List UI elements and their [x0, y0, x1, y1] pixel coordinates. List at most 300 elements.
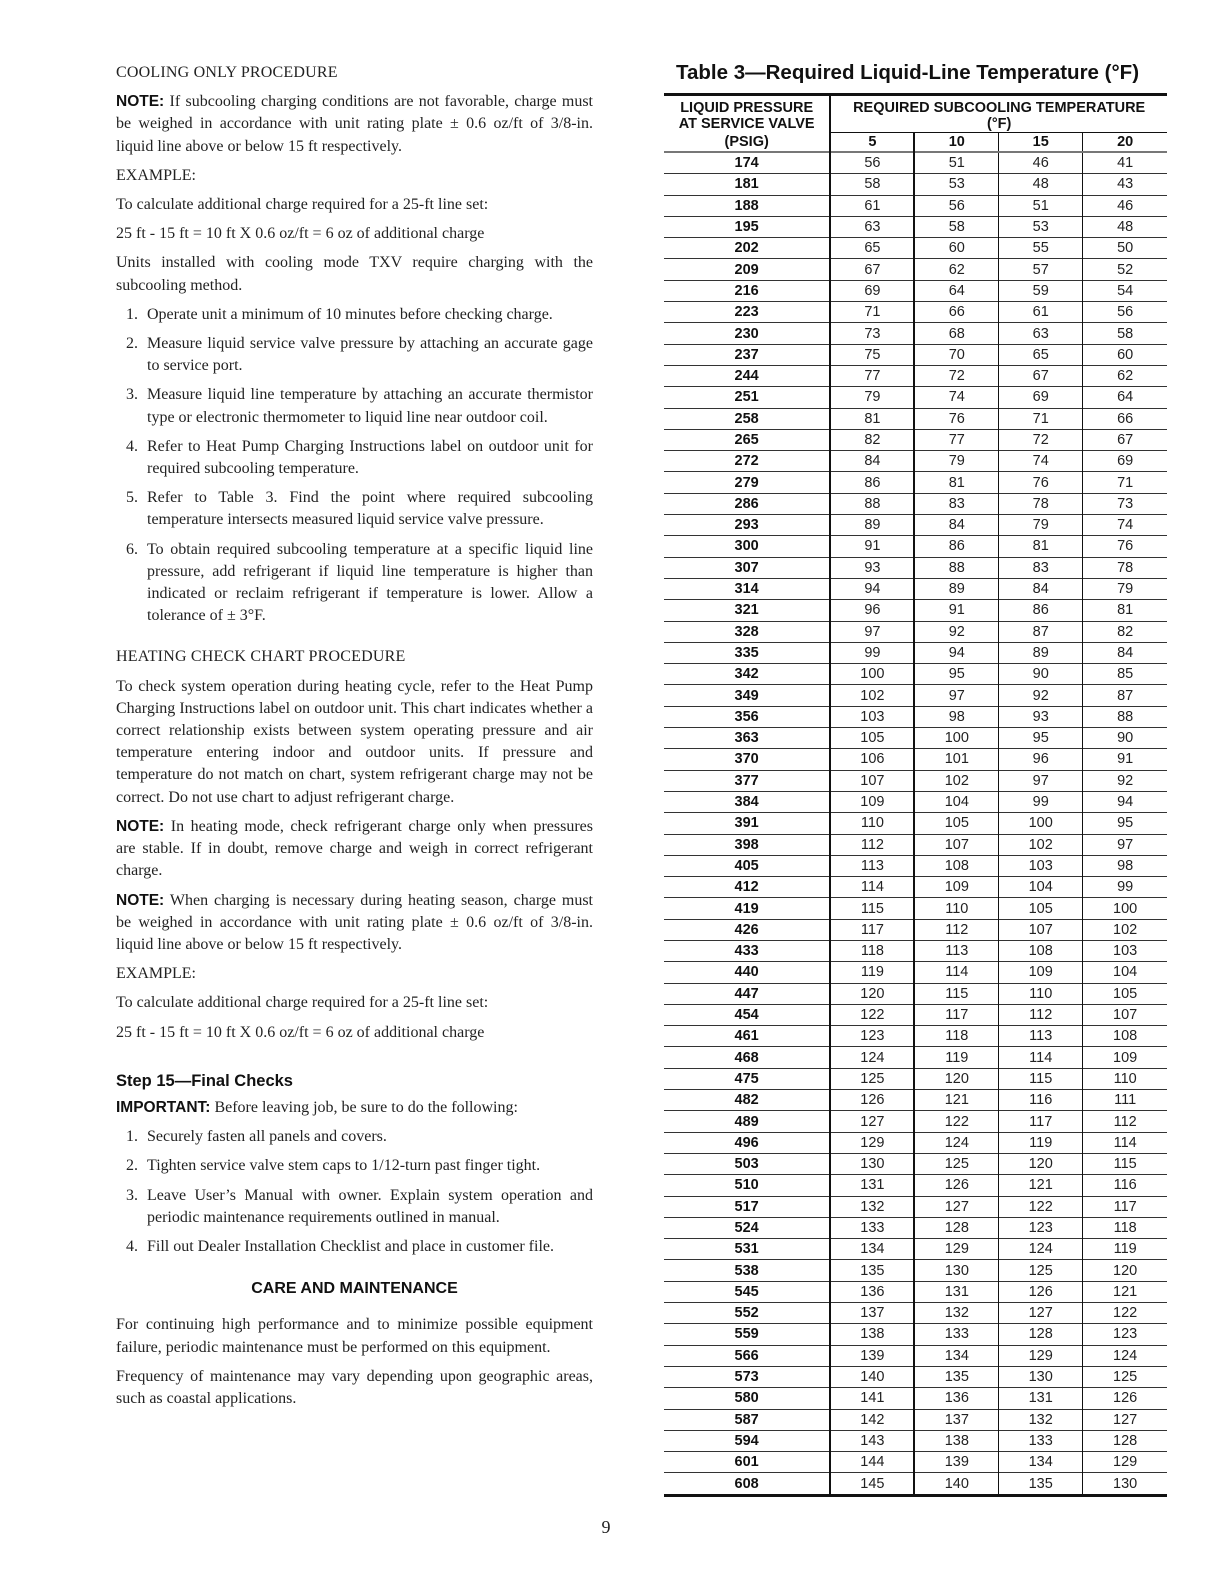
- note-label: NOTE:: [116, 891, 165, 909]
- temperature-cell: 122: [914, 1111, 998, 1132]
- temperature-cell: 129: [1083, 1452, 1167, 1473]
- list-item: [116, 1236, 593, 1258]
- temperature-cell: 75: [830, 344, 914, 365]
- temperature-cell: 102: [999, 834, 1083, 855]
- pressure-cell: 405: [664, 855, 830, 876]
- temperature-cell: 123: [830, 1026, 914, 1047]
- note-label: NOTE:: [116, 817, 165, 835]
- table-row: [664, 1026, 1167, 1047]
- temperature-cell: 112: [1083, 1111, 1167, 1132]
- temperature-cell: 88: [914, 557, 998, 578]
- table-row: [664, 813, 1167, 834]
- temperature-cell: 101: [914, 749, 998, 770]
- pressure-cell: 174: [664, 152, 830, 174]
- temperature-cell: 81: [830, 408, 914, 429]
- temperature-cell: 110: [1083, 1068, 1167, 1089]
- temperature-cell: 143: [830, 1430, 914, 1451]
- temperature-cell: 135: [830, 1260, 914, 1281]
- example-calculation: 25 ft - 15 ft = 10 ft X 0.6 oz/ft = 6 oz of additional charge: [116, 225, 485, 243]
- temperature-cell: 105: [999, 898, 1083, 919]
- temperature-cell: 113: [914, 940, 998, 961]
- pressure-cell: 503: [664, 1153, 830, 1174]
- table-row: [664, 834, 1167, 855]
- pressure-cell: 496: [664, 1132, 830, 1153]
- temperature-cell: 102: [914, 770, 998, 791]
- list-item-text: Operate unit a minimum of 10 minutes before checking charge.: [147, 305, 553, 323]
- list-item-text: Leave User’s Manual with owner. Explain system operation and periodic maintenance requirements outlined in manual.: [147, 1186, 593, 1226]
- temperature-cell: 138: [830, 1324, 914, 1345]
- example-label: EXAMPLE:: [116, 166, 196, 184]
- temperature-cell: 63: [999, 323, 1083, 344]
- table-row: [664, 940, 1167, 961]
- temperature-cell: 62: [914, 259, 998, 280]
- temperature-cell: 134: [999, 1452, 1083, 1473]
- list-item: [116, 1155, 593, 1177]
- table-row: [664, 1366, 1167, 1387]
- temperature-cell: 125: [914, 1153, 998, 1174]
- subcooling-column-header: 15: [999, 133, 1083, 153]
- temperature-cell: 108: [1083, 1026, 1167, 1047]
- temperature-cell: 71: [1083, 472, 1167, 493]
- subcooling-header-line: REQUIRED SUBCOOLING TEMPERATURE: [853, 100, 1146, 116]
- temperature-cell: 122: [1083, 1303, 1167, 1324]
- pressure-cell: 524: [664, 1217, 830, 1238]
- temperature-cell: 90: [1083, 728, 1167, 749]
- temperature-cell: 108: [999, 940, 1083, 961]
- temperature-cell: 115: [999, 1068, 1083, 1089]
- temperature-cell: 110: [914, 898, 998, 919]
- temperature-cell: 131: [914, 1281, 998, 1302]
- list-item-number: 3.: [126, 386, 138, 404]
- page-number: 9: [601, 1517, 611, 1537]
- table-row: [664, 962, 1167, 983]
- table-row: [664, 238, 1167, 259]
- temperature-cell: 102: [830, 685, 914, 706]
- temperature-cell: 130: [999, 1366, 1083, 1387]
- pressure-cell: 454: [664, 1004, 830, 1025]
- temperature-cell: 120: [999, 1153, 1083, 1174]
- note-subcooling: [116, 91, 593, 158]
- temperature-cell: 105: [830, 728, 914, 749]
- temperature-cell: 89: [914, 578, 998, 599]
- temperature-cell: 61: [999, 302, 1083, 323]
- table-row: [664, 152, 1167, 174]
- table-row: [664, 983, 1167, 1004]
- temperature-cell: 126: [914, 1175, 998, 1196]
- note-label: NOTE:: [116, 93, 165, 111]
- temperature-cell: 53: [999, 216, 1083, 237]
- temperature-cell: 82: [1083, 621, 1167, 642]
- temperature-cell: 121: [914, 1090, 998, 1111]
- pressure-cell: 251: [664, 387, 830, 408]
- pressure-cell: 328: [664, 621, 830, 642]
- temperature-cell: 139: [830, 1345, 914, 1366]
- temperature-cell: 100: [999, 813, 1083, 834]
- temperature-cell: 86: [830, 472, 914, 493]
- temperature-cell: 120: [914, 1068, 998, 1089]
- table-row: [664, 1068, 1167, 1089]
- temperature-cell: 85: [1083, 664, 1167, 685]
- pressure-cell: 573: [664, 1366, 830, 1387]
- temperature-cell: 126: [999, 1281, 1083, 1302]
- temperature-cell: 91: [830, 536, 914, 557]
- table-row: [664, 791, 1167, 812]
- temperature-cell: 99: [1083, 877, 1167, 898]
- temperature-cell: 127: [914, 1196, 998, 1217]
- table-row: [664, 1196, 1167, 1217]
- pressure-cell: 279: [664, 472, 830, 493]
- list-item-text: Refer to Heat Pump Charging Instructions label on outdoor unit for required subcooling temperature.: [147, 437, 593, 478]
- temperature-cell: 137: [830, 1303, 914, 1324]
- temperature-cell: 115: [830, 898, 914, 919]
- temperature-cell: 56: [914, 195, 998, 216]
- temperature-cell: 74: [999, 451, 1083, 472]
- table-row: [664, 1175, 1167, 1196]
- note-text: When charging is necessary during heating season, charge must be weighed in accordance with unit rating plate ± 0.6 oz/ft of 3/8-in. liquid line above or below 15 ft respectively.: [116, 891, 593, 953]
- temperature-cell: 119: [999, 1132, 1083, 1153]
- example-line: To calculate additional charge required for a 25-ft line set:: [116, 994, 489, 1012]
- temperature-cell: 73: [1083, 493, 1167, 514]
- temperature-cell: 69: [1083, 451, 1167, 472]
- subcooling-column-header: 20: [1083, 133, 1167, 153]
- list-item: [116, 487, 593, 531]
- pressure-cell: 244: [664, 365, 830, 386]
- pressure-cell: 608: [664, 1473, 830, 1495]
- table-row: [664, 685, 1167, 706]
- temperature-cell: 57: [999, 259, 1083, 280]
- temperature-cell: 79: [914, 451, 998, 472]
- table-row: [664, 1303, 1167, 1324]
- temperature-cell: 86: [999, 600, 1083, 621]
- temperature-cell: 124: [1083, 1345, 1167, 1366]
- temperature-cell: 84: [914, 515, 998, 536]
- temperature-cell: 86: [914, 536, 998, 557]
- temperature-cell: 103: [999, 855, 1083, 876]
- pressure-cell: 272: [664, 451, 830, 472]
- heating-check-heading: HEATING CHECK CHART PROCEDURE: [116, 648, 406, 666]
- step-15-heading: Step 15—Final Checks: [116, 1071, 293, 1090]
- temperature-cell: 128: [999, 1324, 1083, 1345]
- important-note: [116, 1097, 593, 1119]
- temperature-cell: 144: [830, 1452, 914, 1473]
- pressure-header-line: AT SERVICE VALVE: [678, 116, 815, 132]
- pressure-cell: 293: [664, 515, 830, 536]
- table-row: [664, 557, 1167, 578]
- temperature-cell: 76: [1083, 536, 1167, 557]
- note-heating-season: [116, 890, 593, 957]
- example-label: EXAMPLE:: [116, 965, 196, 983]
- left-column: [116, 62, 593, 1417]
- table-row: [664, 1409, 1167, 1430]
- temperature-cell: 112: [999, 1004, 1083, 1025]
- care-paragraph-2: Frequency of maintenance may vary depending upon geographic areas, such as coastal applications.: [116, 1367, 593, 1407]
- temperature-cell: 98: [914, 706, 998, 727]
- temperature-cell: 117: [1083, 1196, 1167, 1217]
- list-item: [116, 1126, 593, 1148]
- cooling-only-heading: COOLING ONLY PROCEDURE: [116, 64, 338, 81]
- list-item-text: To obtain required subcooling temperature at a specific liquid line pressure, add refrigerant if liquid line temperature is higher than indicated or reclaim refrigerant if temperature is lower. Allow a tolerance of ± 3°F.: [147, 540, 593, 625]
- table-row: [664, 877, 1167, 898]
- temperature-cell: 96: [999, 749, 1083, 770]
- temperature-cell: 123: [999, 1217, 1083, 1238]
- list-item-number: 1.: [126, 305, 138, 323]
- temperature-cell: 48: [999, 174, 1083, 195]
- temperature-cell: 107: [830, 770, 914, 791]
- pressure-cell: 517: [664, 1196, 830, 1217]
- pressure-cell: 482: [664, 1090, 830, 1111]
- pressure-cell: 545: [664, 1281, 830, 1302]
- pressure-cell: 300: [664, 536, 830, 557]
- temperature-cell: 104: [1083, 962, 1167, 983]
- table-row: [664, 344, 1167, 365]
- pressure-cell: 587: [664, 1409, 830, 1430]
- temperature-cell: 94: [830, 578, 914, 599]
- list-item-text: Refer to Table 3. Find the point where required subcooling temperature intersects measured liquid service valve pressure.: [147, 489, 593, 529]
- temperature-cell: 97: [914, 685, 998, 706]
- temperature-cell: 72: [914, 365, 998, 386]
- pressure-cell: 286: [664, 493, 830, 514]
- subcooling-column-header: 10: [914, 133, 998, 153]
- subcooling-column-header: 5: [830, 133, 914, 153]
- pressure-cell: 307: [664, 557, 830, 578]
- temperature-cell: 56: [830, 152, 914, 174]
- temperature-cell: 114: [1083, 1132, 1167, 1153]
- temperature-cell: 129: [914, 1239, 998, 1260]
- note-text: In heating mode, check refrigerant charge only when pressures are stable. If in doubt, remove charge and weigh in correct refrigerant charge.: [116, 817, 594, 880]
- temperature-cell: 125: [1083, 1366, 1167, 1387]
- important-label: IMPORTANT:: [116, 1098, 211, 1116]
- temperature-cell: 117: [914, 1004, 998, 1025]
- pressure-cell: 356: [664, 706, 830, 727]
- temperature-cell: 106: [830, 749, 914, 770]
- table-row: [664, 728, 1167, 749]
- temperature-cell: 81: [914, 472, 998, 493]
- temperature-cell: 116: [1083, 1175, 1167, 1196]
- table-row: [664, 323, 1167, 344]
- pressure-cell: 489: [664, 1111, 830, 1132]
- pressure-cell: 398: [664, 834, 830, 855]
- temperature-cell: 112: [830, 834, 914, 855]
- temperature-cell: 127: [830, 1111, 914, 1132]
- temperature-cell: 83: [914, 493, 998, 514]
- temperature-cell: 94: [914, 642, 998, 663]
- pressure-cell: 594: [664, 1430, 830, 1451]
- temperature-cell: 142: [830, 1409, 914, 1430]
- list-item: [116, 304, 593, 326]
- temperature-cell: 127: [999, 1303, 1083, 1324]
- temperature-cell: 114: [914, 962, 998, 983]
- temperature-cell: 73: [830, 323, 914, 344]
- pressure-cell: 433: [664, 940, 830, 961]
- temperature-cell: 46: [999, 152, 1083, 174]
- temperature-cell: 124: [914, 1132, 998, 1153]
- temperature-cell: 114: [830, 877, 914, 898]
- temperature-cell: 131: [999, 1388, 1083, 1409]
- temperature-cell: 97: [999, 770, 1083, 791]
- pressure-cell: 384: [664, 791, 830, 812]
- temperature-cell: 67: [999, 365, 1083, 386]
- temperature-cell: 113: [999, 1026, 1083, 1047]
- temperature-cell: 118: [914, 1026, 998, 1047]
- table-row: [664, 387, 1167, 408]
- temperature-cell: 130: [830, 1153, 914, 1174]
- pressure-cell: 559: [664, 1324, 830, 1345]
- table-row: [664, 1217, 1167, 1238]
- list-item-number: 6.: [126, 540, 138, 558]
- list-item-number: 2.: [126, 335, 138, 353]
- table-row: [664, 1132, 1167, 1153]
- temperature-cell: 53: [914, 174, 998, 195]
- temperature-cell: 97: [830, 621, 914, 642]
- temperature-cell: 128: [1083, 1430, 1167, 1451]
- temperature-cell: 79: [999, 515, 1083, 536]
- pressure-cell: 412: [664, 877, 830, 898]
- temperature-cell: 94: [1083, 791, 1167, 812]
- table-row: [664, 642, 1167, 663]
- temperature-cell: 88: [830, 493, 914, 514]
- temperature-cell: 60: [914, 238, 998, 259]
- pressure-cell: 426: [664, 919, 830, 940]
- temperature-cell: 132: [830, 1196, 914, 1217]
- pressure-cell: 335: [664, 642, 830, 663]
- table-row: [664, 1153, 1167, 1174]
- pressure-cell: 363: [664, 728, 830, 749]
- temperature-cell: 50: [1083, 238, 1167, 259]
- table-row: [664, 898, 1167, 919]
- pressure-cell: 202: [664, 238, 830, 259]
- temperature-cell: 110: [830, 813, 914, 834]
- temperature-cell: 95: [1083, 813, 1167, 834]
- temperature-cell: 108: [914, 855, 998, 876]
- temperature-cell: 141: [830, 1388, 914, 1409]
- table-row: [664, 451, 1167, 472]
- temperature-cell: 66: [1083, 408, 1167, 429]
- pressure-cell: 237: [664, 344, 830, 365]
- temperature-cell: 65: [999, 344, 1083, 365]
- temperature-cell: 121: [999, 1175, 1083, 1196]
- pressure-cell: 216: [664, 280, 830, 301]
- temperature-cell: 70: [914, 344, 998, 365]
- pressure-cell: 349: [664, 685, 830, 706]
- table-row: [664, 1111, 1167, 1132]
- temperature-cell: 100: [830, 664, 914, 685]
- temperature-cell: 115: [1083, 1153, 1167, 1174]
- temperature-cell: 81: [1083, 600, 1167, 621]
- temperature-cell: 67: [1083, 429, 1167, 450]
- temperature-cell: 51: [914, 152, 998, 174]
- care-paragraph-1: For continuing high performance and to minimize possible equipment failure, periodic maintenance must be performed on this equipment.: [116, 1316, 593, 1356]
- temperature-cell: 91: [914, 600, 998, 621]
- temperature-cell: 126: [830, 1090, 914, 1111]
- pressure-cell: 391: [664, 813, 830, 834]
- pressure-cell: 552: [664, 1303, 830, 1324]
- temperature-cell: 109: [999, 962, 1083, 983]
- temperature-cell: 120: [830, 983, 914, 1004]
- table-row: [664, 1388, 1167, 1409]
- final-checks-list: [116, 1126, 593, 1258]
- temperature-cell: 131: [830, 1175, 914, 1196]
- temperature-cell: 121: [1083, 1281, 1167, 1302]
- temperature-cell: 114: [999, 1047, 1083, 1068]
- temperature-cell: 99: [999, 791, 1083, 812]
- temperature-cell: 87: [1083, 685, 1167, 706]
- table-row: [664, 621, 1167, 642]
- temperature-cell: 115: [914, 983, 998, 1004]
- list-item-text: Tighten service valve stem caps to 1/12-turn past finger tight.: [147, 1157, 541, 1175]
- temperature-cell: 52: [1083, 259, 1167, 280]
- temperature-cell: 110: [999, 983, 1083, 1004]
- temperature-cell: 89: [830, 515, 914, 536]
- note-text: If subcooling charging conditions are not favorable, charge must be weighed in accordance with unit rating plate ± 0.6 oz/ft of 3/8-in. liquid line above or below 15 ft respectively.: [116, 93, 594, 155]
- table-row: [664, 578, 1167, 599]
- temperature-cell: 138: [914, 1430, 998, 1451]
- table-row: [664, 664, 1167, 685]
- important-text: Before leaving job, be sure to do the following:: [214, 1098, 518, 1116]
- temperature-cell: 122: [999, 1196, 1083, 1217]
- temperature-cell: 109: [830, 791, 914, 812]
- temperature-cell: 78: [1083, 557, 1167, 578]
- temperature-cell: 62: [1083, 365, 1167, 386]
- temperature-cell: 54: [1083, 280, 1167, 301]
- table-row: [664, 855, 1167, 876]
- pressure-cell: 510: [664, 1175, 830, 1196]
- temperature-cell: 90: [999, 664, 1083, 685]
- temperature-cell: 135: [999, 1473, 1083, 1495]
- temperature-cell: 81: [999, 536, 1083, 557]
- temperature-cell: 119: [1083, 1239, 1167, 1260]
- temperature-cell: 99: [830, 642, 914, 663]
- pressure-cell: 447: [664, 983, 830, 1004]
- temperature-cell: 84: [830, 451, 914, 472]
- pressure-cell: 475: [664, 1068, 830, 1089]
- temperature-cell: 41: [1083, 152, 1167, 174]
- temperature-cell: 48: [1083, 216, 1167, 237]
- txv-paragraph: Units installed with cooling mode TXV require charging with the subcooling method.: [116, 254, 593, 294]
- table-row: [664, 919, 1167, 940]
- temperature-cell: 107: [999, 919, 1083, 940]
- temperature-cell: 140: [830, 1366, 914, 1387]
- table-row: [664, 600, 1167, 621]
- table-row: [664, 1452, 1167, 1473]
- temperature-cell: 83: [999, 557, 1083, 578]
- temperature-cell: 133: [999, 1430, 1083, 1451]
- temperature-cell: 136: [830, 1281, 914, 1302]
- temperature-cell: 136: [914, 1388, 998, 1409]
- temperature-cell: 71: [830, 302, 914, 323]
- list-item-number: 3.: [126, 1186, 138, 1204]
- table-row: [664, 1345, 1167, 1366]
- pressure-cell: 314: [664, 578, 830, 599]
- temperature-cell: 88: [1083, 706, 1167, 727]
- temperature-cell: 51: [999, 195, 1083, 216]
- list-item-number: 2.: [126, 1157, 138, 1175]
- table-row: [664, 770, 1167, 791]
- pressure-cell: 566: [664, 1345, 830, 1366]
- list-item-text: Measure liquid service valve pressure by attaching an accurate gage to service port.: [147, 335, 593, 375]
- temperature-cell: 84: [999, 578, 1083, 599]
- table-row: [664, 1473, 1167, 1495]
- list-item-text: Measure liquid line temperature by attaching an accurate thermistor type or electronic thermometer to liquid line near outdoor coil.: [147, 386, 593, 426]
- temperature-cell: 43: [1083, 174, 1167, 195]
- temperature-cell: 69: [999, 387, 1083, 408]
- temperature-cell: 116: [999, 1090, 1083, 1111]
- table-row: [664, 1090, 1167, 1111]
- table-row: [664, 1047, 1167, 1068]
- temperature-cell: 74: [1083, 515, 1167, 536]
- temperature-cell: 137: [914, 1409, 998, 1430]
- temperature-cell: 107: [1083, 1004, 1167, 1025]
- pressure-cell: 538: [664, 1260, 830, 1281]
